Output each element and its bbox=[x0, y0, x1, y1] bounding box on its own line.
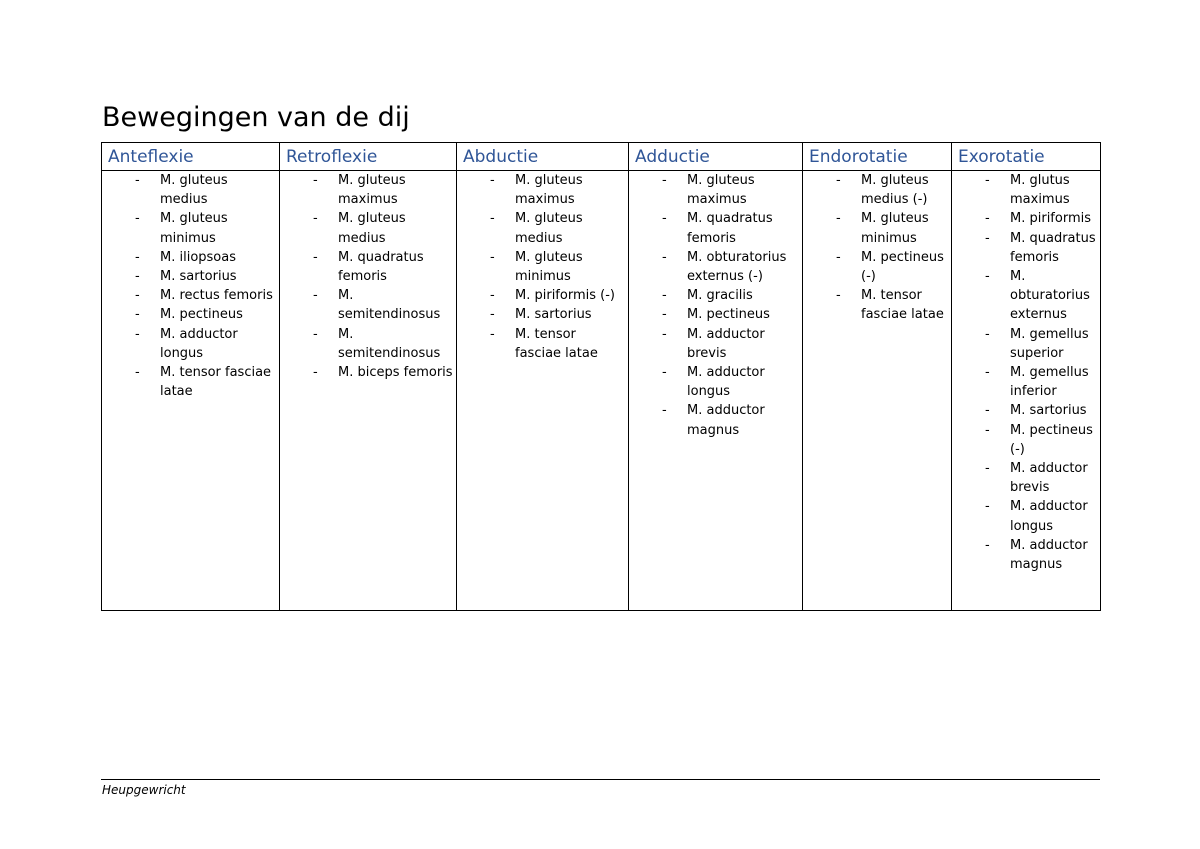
muscle-list bbox=[457, 171, 628, 363]
muscle-item: - M. piriformis bbox=[952, 209, 1100, 228]
muscle-item: - M. gluteus medius bbox=[102, 171, 279, 209]
muscle-item: - M. pectineus bbox=[629, 305, 802, 324]
muscle-item: - M. adductor longus bbox=[102, 325, 279, 363]
movements-table bbox=[101, 142, 1101, 611]
muscle-item: - M. gluteus maximus bbox=[457, 171, 628, 209]
muscle-item: - M. gemellus superior bbox=[952, 325, 1100, 363]
muscle-cell-adductie bbox=[629, 171, 803, 611]
muscle-item: - M. adductor magnus bbox=[629, 401, 802, 439]
muscle-item: - M. adductor magnus bbox=[952, 536, 1100, 574]
muscle-item: - M. sartorius bbox=[102, 267, 279, 286]
footer-divider bbox=[101, 779, 1100, 780]
muscle-item: - M. gemellus inferior bbox=[952, 363, 1100, 401]
muscle-item: - M. semitendinosus bbox=[280, 286, 456, 324]
header-row bbox=[102, 143, 1101, 171]
muscle-cell-exorotatie bbox=[952, 171, 1101, 611]
muscle-item: - M. sartorius bbox=[457, 305, 628, 324]
muscle-item: - M. gluteus medius (-) bbox=[803, 171, 951, 209]
muscle-item: - M. tensor fasciae latae bbox=[803, 286, 951, 324]
muscle-item: - M. gracilis bbox=[629, 286, 802, 305]
muscle-item: - M. sartorius bbox=[952, 401, 1100, 420]
muscles-row bbox=[102, 171, 1101, 611]
muscle-item: - M. gluteus minimus bbox=[803, 209, 951, 247]
column-header-endorotatie: Endorotatie bbox=[803, 143, 952, 171]
muscle-item: - M. obturatorius externus bbox=[952, 267, 1100, 325]
column-header-abductie: Abductie bbox=[457, 143, 629, 171]
column-header-adductie: Adductie bbox=[629, 143, 803, 171]
muscle-item: - M. pectineus (-) bbox=[803, 248, 951, 286]
muscle-item: - M. adductor brevis bbox=[629, 325, 802, 363]
muscle-item: - M. biceps femoris bbox=[280, 363, 456, 382]
column-header-anteflexie: Anteflexie bbox=[102, 143, 280, 171]
muscle-list bbox=[803, 171, 951, 325]
muscle-list bbox=[952, 171, 1100, 574]
muscle-item: - M. gluteus medius bbox=[280, 209, 456, 247]
muscle-item: - M. adductor longus bbox=[952, 497, 1100, 535]
muscle-item: - M. gluteus maximus bbox=[629, 171, 802, 209]
muscle-item: - M. glutus maximus bbox=[952, 171, 1100, 209]
muscle-list bbox=[629, 171, 802, 440]
muscle-list bbox=[280, 171, 456, 382]
muscle-item: - M. pectineus (-) bbox=[952, 421, 1100, 459]
muscle-item: - M. gluteus medius bbox=[457, 209, 628, 247]
footer-text: Heupgewricht bbox=[102, 783, 186, 797]
page-title: Bewegingen van de dij bbox=[102, 102, 410, 133]
muscle-item: - M. quadratus femoris bbox=[280, 248, 456, 286]
muscle-item: - M. tensor fasciae latae bbox=[102, 363, 279, 401]
column-header-exorotatie: Exorotatie bbox=[952, 143, 1101, 171]
muscle-item: - M. adductor brevis bbox=[952, 459, 1100, 497]
muscle-item: - M. gluteus minimus bbox=[457, 248, 628, 286]
muscle-item: - M. rectus femoris bbox=[102, 286, 279, 305]
muscle-cell-anteflexie bbox=[102, 171, 280, 611]
column-header-retroflexie: Retroflexie bbox=[280, 143, 457, 171]
muscle-item: - M. iliopsoas bbox=[102, 248, 279, 267]
muscle-item: - M. piriformis (-) bbox=[457, 286, 628, 305]
muscle-cell-endorotatie bbox=[803, 171, 952, 611]
muscle-item: - M. semitendinosus bbox=[280, 325, 456, 363]
muscle-item: - M. adductor longus bbox=[629, 363, 802, 401]
muscle-item: - M. gluteus maximus bbox=[280, 171, 456, 209]
muscle-cell-abductie bbox=[457, 171, 629, 611]
muscle-item: - M. gluteus minimus bbox=[102, 209, 279, 247]
muscle-item: - M. quadratus femoris bbox=[629, 209, 802, 247]
muscle-cell-retroflexie bbox=[280, 171, 457, 611]
muscle-item: - M. obturatorius externus (-) bbox=[629, 248, 802, 286]
muscle-list bbox=[102, 171, 279, 401]
muscle-item: - M. pectineus bbox=[102, 305, 279, 324]
muscle-item: - M. quadratus femoris bbox=[952, 229, 1100, 267]
muscle-item: - M. tensor fasciae latae bbox=[457, 325, 628, 363]
